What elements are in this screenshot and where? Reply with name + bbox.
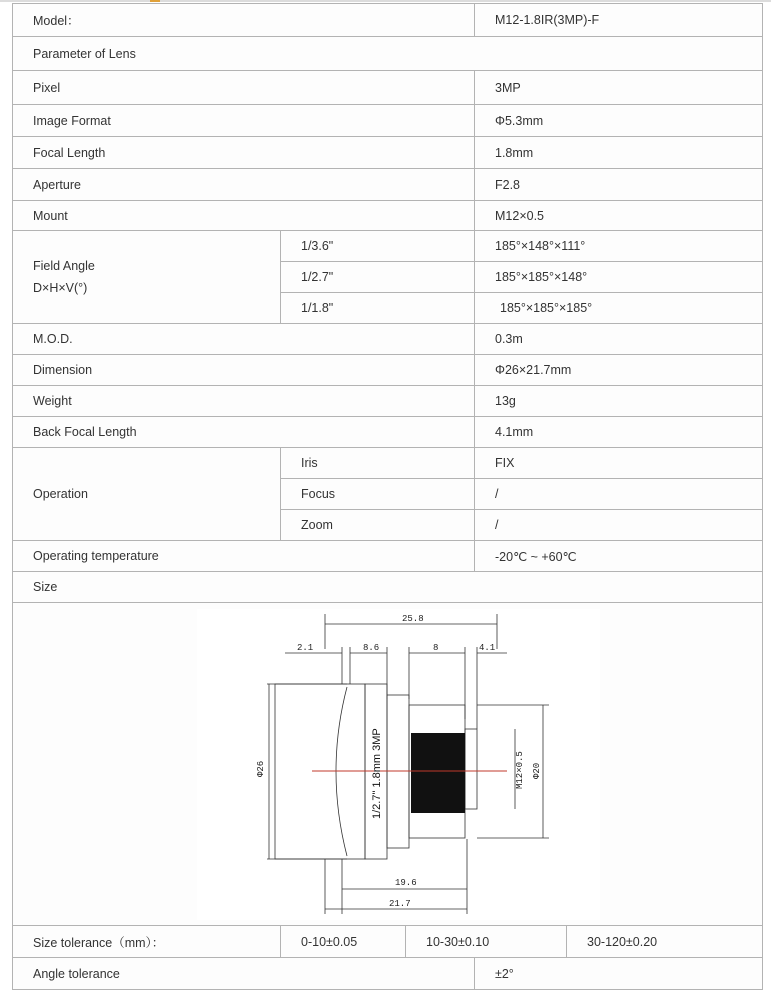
dimension-value: Φ26×21.7mm <box>475 355 763 386</box>
dim-rear-dia: Φ20 <box>532 762 542 779</box>
row-size-drawing <box>13 603 763 926</box>
row-weight <box>13 386 763 417</box>
size-tolerance-value: 0-10±0.05 <box>281 926 406 958</box>
aperture-value: F2.8 <box>475 169 763 201</box>
weight-label: Weight <box>13 386 475 417</box>
field-angle-sensor: 1/2.7" <box>281 262 475 293</box>
field-angle-value: 185°×185°×148° <box>475 262 763 293</box>
size-drawing-cell <box>13 603 763 926</box>
operating-temperature-value: -20℃ ~ +60℃ <box>475 541 763 572</box>
dim-thread-label: M12×0.5 <box>515 750 525 789</box>
row-operating-temperature <box>13 541 763 572</box>
row-operation-iris <box>13 448 763 479</box>
operating-temperature-label: Operating temperature <box>13 541 475 572</box>
dimension-label: Dimension <box>13 355 475 386</box>
row-model <box>13 4 763 37</box>
operation-name: Zoom <box>281 510 475 541</box>
field-angle-label <box>13 231 281 324</box>
focal-length-label: Focal Length <box>13 137 475 169</box>
row-field-angle-1 <box>13 231 763 262</box>
image-format-value: Φ5.3mm <box>475 105 763 137</box>
field-angle-value: 185°×148°×111° <box>475 231 763 262</box>
operation-name: Focus <box>281 479 475 510</box>
row-back-focal-length <box>13 417 763 448</box>
mod-label: M.O.D. <box>13 324 475 355</box>
row-pixel <box>13 71 763 105</box>
row-section-title <box>13 37 763 71</box>
field-angle-sensor: 1/3.6" <box>281 231 475 262</box>
image-format-label: Image Format <box>13 105 475 137</box>
lens-spec-table <box>12 3 763 990</box>
model-value: M12-1.8IR(3MP)-F <box>475 4 763 37</box>
lens-dimension-drawing <box>197 609 600 920</box>
field-angle-label-line1: Field Angle <box>33 259 95 273</box>
row-size-tolerance <box>13 926 763 958</box>
row-angle-tolerance <box>13 958 763 990</box>
pixel-label: Pixel <box>13 71 475 105</box>
lens-thread <box>411 733 465 813</box>
row-image-format <box>13 105 763 137</box>
aperture-label: Aperture <box>13 169 475 201</box>
size-label: Size <box>13 572 763 603</box>
row-size-title <box>13 572 763 603</box>
operation-label: Operation <box>13 448 281 541</box>
dim-total: 25.8 <box>402 613 424 624</box>
pixel-value: 3MP <box>475 71 763 105</box>
lens-rear-body <box>465 729 477 809</box>
size-tolerance-label: Size tolerance（mm）： <box>13 926 281 958</box>
lens-marking: 1/2.7" 1.8mm 3MP <box>371 727 383 819</box>
back-focal-length-label: Back Focal Length <box>13 417 475 448</box>
operation-value: / <box>475 510 763 541</box>
row-dimension <box>13 355 763 386</box>
focal-length-value: 1.8mm <box>475 137 763 169</box>
weight-value: 13g <box>475 386 763 417</box>
top-divider <box>0 0 771 2</box>
back-focal-length-value: 4.1mm <box>475 417 763 448</box>
model-label: Model： <box>13 4 475 37</box>
field-angle-value: 185°×185°×185° <box>475 293 763 324</box>
dim-body: 19.6 <box>395 877 417 888</box>
mount-label: Mount <box>13 201 475 231</box>
size-tolerance-value: 10-30±0.10 <box>406 926 567 958</box>
row-mod <box>13 324 763 355</box>
field-angle-sensor: 1/1.8" <box>281 293 475 324</box>
dim-thread: 8 <box>433 642 439 653</box>
operation-value: FIX <box>475 448 763 479</box>
angle-tolerance-value: ±2° <box>475 958 763 990</box>
row-aperture <box>13 169 763 201</box>
size-tolerance-value: 30-120±0.20 <box>567 926 763 958</box>
angle-tolerance-label: Angle tolerance <box>13 958 475 990</box>
dim-mid: 8.6 <box>363 642 380 653</box>
mod-value: 0.3m <box>475 324 763 355</box>
row-mount <box>13 201 763 231</box>
operation-value: / <box>475 479 763 510</box>
mount-value: M12×0.5 <box>475 201 763 231</box>
field-angle-label-line2: D×H×V(°) <box>33 281 88 295</box>
operation-name: Iris <box>281 448 475 479</box>
dim-front: 2.1 <box>297 642 314 653</box>
section-title: Parameter of Lens <box>13 37 763 71</box>
top-accent-mark <box>150 0 160 2</box>
row-focal-length <box>13 137 763 169</box>
dim-outer-dia: Φ26 <box>256 760 266 777</box>
dim-back: 4.1 <box>479 642 496 653</box>
dim-overall: 21.7 <box>389 898 411 909</box>
